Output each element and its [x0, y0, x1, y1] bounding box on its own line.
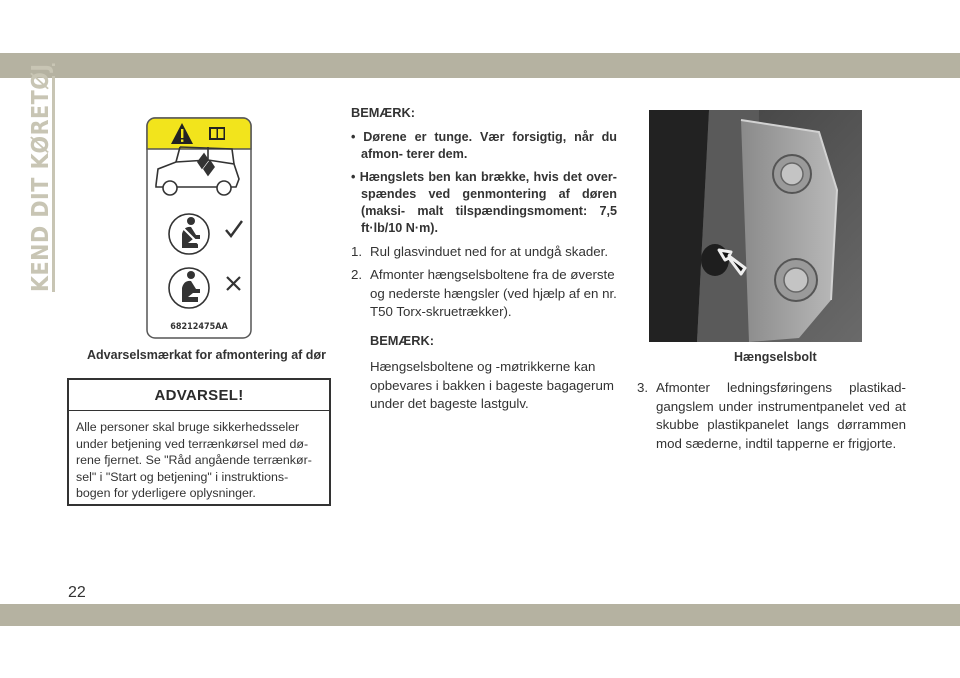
step-text: Rul glasvinduet ned for at undgå skader. — [370, 243, 609, 259]
sub-note — [370, 332, 617, 414]
warning-line: rene fjernet. Se "Råd angående terrænkør- — [76, 453, 312, 467]
step-3 — [637, 379, 906, 453]
warning-line: bogen for yderligere oplysninger. — [76, 486, 256, 500]
warning-text — [69, 411, 329, 502]
sub-note-text: Hængselsboltene og -møtrikkerne kan opbevares i bakken i bageste bagagerum under det bageste lastgulv. — [370, 359, 614, 411]
seatbelt-on-icon — [169, 214, 209, 254]
top-band — [0, 53, 960, 78]
manual-book-icon — [209, 127, 225, 140]
photo-caption: Hængselsbolt — [734, 350, 817, 364]
middle-column — [351, 104, 617, 414]
warning-box — [67, 378, 331, 506]
step-text: Afmonter ledningsføringens plastikad- gangslem under instrumentpanelet ved at skubbe plastikpanelet langs dørrammen mod sæderne, indtil tapperne er frigjorte. — [656, 380, 906, 451]
step-number: 3. — [637, 380, 649, 395]
sub-note-heading: BEMÆRK: — [370, 332, 434, 348]
hinge-bolt-photo — [649, 110, 862, 342]
step-number: 1. — [351, 243, 363, 259]
step-2 — [351, 266, 617, 322]
label-code: 68212475AA — [170, 322, 228, 332]
note-bullet: • Dørene er tunge. Vær forsigtig, når du afmon- terer dem. — [351, 129, 617, 161]
door-warning-label-image — [146, 117, 252, 339]
warning-line: Alle personer skal bruge sikkerhedsseler — [76, 420, 300, 434]
warning-line: under betjening ved terrænkørsel med dø- — [76, 436, 309, 451]
note-bullet: • Hængslets ben kan brække, hvis det over- spændes ved genmontering af døren (maksi- malt tilspændingsmoment: 7,5 ft·lb/10 N·m). — [351, 169, 617, 235]
seatbelt-off-icon — [169, 268, 209, 308]
label-caption: Advarselsmærkat for afmontering af dør — [87, 348, 326, 362]
right-column — [637, 379, 906, 458]
step-number: 2. — [351, 267, 363, 282]
bottom-band — [0, 604, 960, 626]
warning-title: ADVARSEL! — [154, 387, 244, 404]
step-1 — [351, 243, 617, 262]
warning-line: sel" i "Start og betjening" i instruktions- — [76, 469, 289, 484]
step-text: Afmonter hængselsboltene fra de øverste og nederste hængsler (ved hjælp af en nr. T50 Torx-skruetrækker). — [370, 267, 617, 319]
page-number: 22 — [68, 584, 86, 601]
section-title: KEND DIT KØRETØJ — [28, 63, 54, 292]
note-heading: BEMÆRK: — [351, 105, 415, 120]
